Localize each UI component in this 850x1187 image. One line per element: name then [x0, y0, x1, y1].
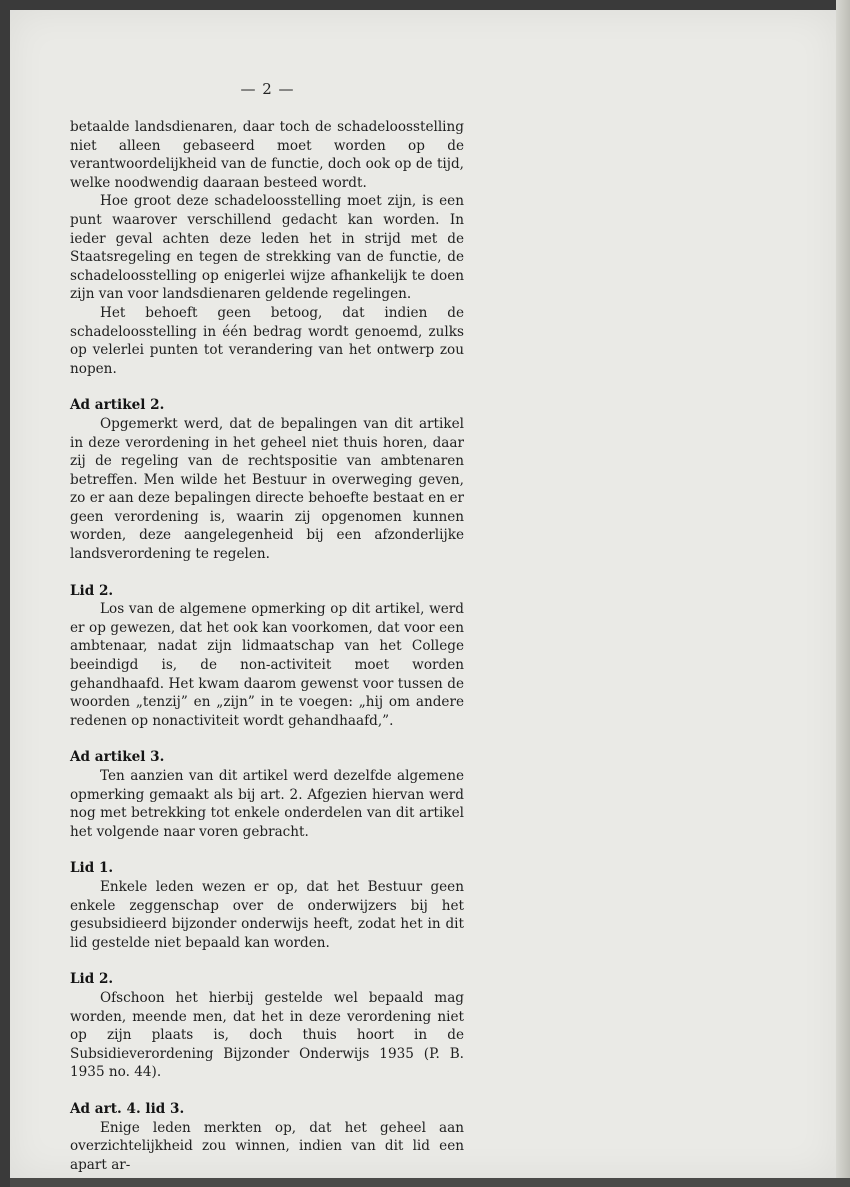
paragraph: Hoe groot deze schadeloosstelling moet zijn, is een punt waarover verschillend gedacht kan worden. In ieder geval achten deze leden het in strijd met de Staatsregeling en tegen de strekking van de functie, de schadeloosstelling op enigerlei wijze afhankelijk te doen zijn van voor landsdienaren geldende regelingen. — [70, 193, 464, 303]
paragraph: Enkele leden wezen er op, dat het Bestuur geen enkele zeggenschap over de onderwijzers bij het gesubsidieerd bijzonder onderwijs heeft, zodat het in dit lid gestelde niet bepaald kan worden. — [70, 878, 464, 951]
section-heading: Ad artikel 3. — [70, 749, 165, 766]
section-heading: Lid 2. — [70, 582, 114, 599]
paragraph: betaalde landsdienaren, daar toch de schadeloosstelling niet alleen gebaseerd moet worden op de verantwoordelijkheid van de functie, doch ook op de tijd, welke noodwendig daaraan besteed wordt. — [70, 119, 464, 191]
page-edge-bottom — [10, 1178, 850, 1187]
section-lid-2-b — [70, 970, 464, 1082]
page-number: — 2 — — [240, 80, 295, 98]
paragraph: Enige leden merkten op, dat het geheel aan overzichtelijkheid zou winnen, indien van dit lid een apart ar- — [70, 1119, 464, 1173]
section-heading: Ad artikel 2. — [70, 397, 165, 414]
document-body — [70, 118, 464, 1174]
section-heading: Ad art. 4. lid 3. — [70, 1100, 185, 1117]
section-lid-1 — [70, 859, 464, 952]
page-edge-right — [836, 0, 850, 1187]
paragraph: Het behoeft geen betoog, dat indien de schadeloosstelling in één bedrag wordt genoemd, zulks op velerlei punten tot verandering van het ontwerp zou nopen. — [70, 304, 464, 377]
section-heading: Lid 1. — [70, 860, 114, 877]
paragraph: Ten aanzien van dit artikel werd dezelfde algemene opmerking gemaakt als bij art. 2. Afgezien hiervan werd nog met betrekking tot enkele onderdelen van dit artikel het volgende naar voren gebracht. — [70, 768, 464, 840]
section-lid-2-a — [70, 582, 464, 731]
section-intro — [70, 118, 464, 378]
paragraph: Los van de algemene opmerking op dit artikel, werd er op gewezen, dat het ook kan voorkomen, dat voor een ambtenaar, nadat zijn lidmaatschap van het College beeindigd is, de non-activiteit moet worden gehandhaafd. Het kwam daarom gewenst voor tussen de woorden „tenzij” en „zijn” in te voegen: „hij om andere redenen op nonactiviteit wordt gehandhaafd,”. — [70, 601, 464, 729]
section-heading: Lid 2. — [70, 971, 114, 988]
section-ad-artikel-3 — [70, 748, 464, 841]
section-ad-artikel-2 — [70, 396, 464, 563]
paragraph: Ofschoon het hierbij gestelde wel bepaald mag worden, meende men, dat het in deze verordening niet op zijn plaats is, doch thuis hoort in de Subsidieverordening Bijzonder Onderwijs 1935 (P. B. 1935 no. 44). — [70, 989, 464, 1081]
section-ad-art-4-lid-3 — [70, 1100, 464, 1174]
paragraph: Opgemerkt werd, dat de bepalingen van dit artikel in deze verordening in het geheel niet thuis horen, daar zij de regeling van de rechtspositie van ambtenaren betreffen. Men wilde het Bestuur in overweging geven, zo er aan deze bepalingen directe behoefte bestaat en er geen verordening is, waarin zij opgenomen kunnen worden, deze aangelegenheid bij een afzonderlijke landsverordening te regelen. — [70, 415, 464, 563]
